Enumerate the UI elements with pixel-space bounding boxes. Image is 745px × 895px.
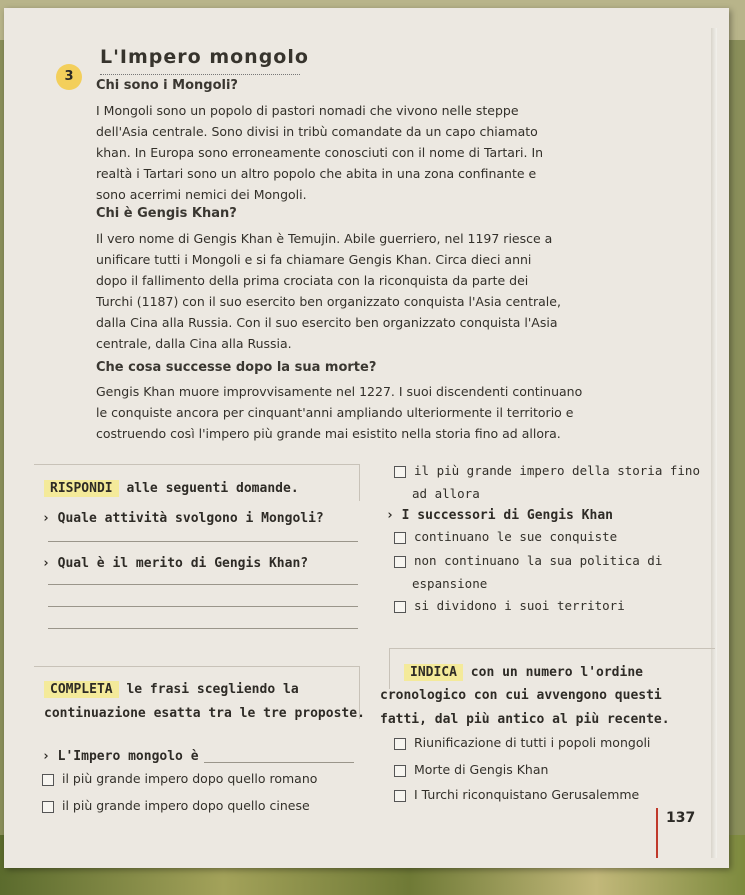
text-line: Gengis Khan muore improvvisamente nel 1227. I suoi discendenti continuano	[96, 384, 583, 399]
option-impero-grande-cont: ad allora	[412, 486, 480, 501]
textbook-page	[4, 8, 729, 868]
rispondi-tag: RISPONDI	[44, 480, 119, 497]
checkbox[interactable]	[42, 774, 54, 786]
option-morte[interactable]	[394, 762, 548, 777]
text-line: dopo il fallimento della prima crociata con la riconquista da parte dei	[96, 273, 529, 288]
option-text: non continuano la sua politica di	[414, 553, 663, 568]
answer-line[interactable]	[48, 628, 358, 629]
indica-instruction-3: fatti, dal più antico al più recente.	[380, 712, 670, 727]
rispondi-header	[44, 480, 299, 497]
question-2-text: Qual è il merito di Gengis Khan?	[57, 556, 309, 571]
question-1: › Quale attività svolgono i Mongoli?	[42, 511, 324, 526]
section-text-morte	[96, 381, 582, 444]
text-line: costruendo così l'impero più grande mai esistito nella storia fino ad allora.	[96, 426, 561, 441]
option-non-continuano[interactable]	[394, 553, 662, 568]
option-turchi[interactable]	[394, 787, 639, 802]
text-line: dalla Cina alla Russia. Con il suo esercito ben organizzato conquista l'Asia	[96, 315, 558, 330]
checkbox[interactable]	[394, 765, 406, 777]
completa-instruction-2: continuazione esatta tra le tre proposte.	[44, 706, 365, 721]
option-continuano[interactable]	[394, 529, 617, 544]
checkbox[interactable]	[394, 556, 406, 568]
option-text: il più grande impero della storia fino	[414, 463, 700, 478]
indica-tag: INDICA	[404, 664, 463, 681]
checkbox[interactable]	[394, 532, 406, 544]
completa-sentence: › L'Impero mongolo è	[42, 749, 199, 764]
rispondi-instruction: alle seguenti domande.	[126, 481, 299, 496]
question-successori-text: I successori di Gengis Khan	[401, 508, 613, 523]
option-riunificazione[interactable]	[394, 735, 650, 750]
question-successori: › I successori di Gengis Khan	[386, 508, 613, 523]
answer-line[interactable]	[48, 606, 358, 607]
text-line: Il vero nome di Gengis Khan è Temujin. Abile guerriero, nel 1197 riesce a	[96, 231, 553, 246]
option-text: I Turchi riconquistano Gerusalemme	[414, 787, 640, 802]
checkbox[interactable]	[394, 738, 406, 750]
text-line: le conquiste ancora per cinquant'anni ampliando ulteriormente il territorio e	[96, 405, 574, 420]
option-impero-grande[interactable]	[394, 463, 700, 478]
text-line: I Mongoli sono un popolo di pastori nomadi che vivono nelle steppe	[96, 103, 519, 118]
section-heading-gengis: Chi è Gengis Khan?	[96, 206, 237, 221]
indica-instruction-1: con un numero l'ordine	[470, 665, 643, 680]
checkbox[interactable]	[42, 801, 54, 813]
text-line: sono acerrimi nemici dei Mongoli.	[96, 187, 307, 202]
page-title: L'Impero mongolo	[100, 46, 309, 68]
option-text: continuano le sue conquiste	[414, 529, 618, 544]
completa-tag: COMPLETA	[44, 681, 119, 698]
option-text: Morte di Gengis Khan	[414, 762, 549, 777]
completa-header	[44, 681, 299, 698]
option-non-continuano-cont: espansione	[412, 576, 488, 591]
completa-sentence-text: L'Impero mongolo è	[57, 749, 199, 764]
page-number: 137	[666, 810, 696, 826]
page-edge	[711, 28, 717, 858]
question-2: › Qual è il merito di Gengis Khan?	[42, 556, 309, 571]
question-1-text: Quale attività svolgono i Mongoli?	[57, 511, 324, 526]
option-cinese[interactable]	[42, 798, 310, 813]
checkbox[interactable]	[394, 466, 406, 478]
text-line: dell'Asia centrale. Sono divisi in tribù comandate da un capo chiamato	[96, 124, 538, 139]
section-text-mongoli	[96, 100, 543, 205]
section-heading-mongoli: Chi sono i Mongoli?	[96, 78, 238, 93]
text-line: khan. In Europa sono erroneamente conosciuti con il nome di Tartari. In	[96, 145, 544, 160]
option-text: il più grande impero dopo quello romano	[62, 771, 318, 786]
text-line: centrale, dalla Cina alla Russia.	[96, 336, 292, 351]
answer-line[interactable]	[48, 584, 358, 585]
text-line: unificare tutti i Mongoli e si fa chiamare Gengis Khan. Circa dieci anni	[96, 252, 532, 267]
checkbox[interactable]	[394, 790, 406, 802]
section-text-gengis	[96, 228, 561, 354]
title-underline	[100, 74, 300, 75]
section-heading-morte: Che cosa successe dopo la sua morte?	[96, 360, 377, 375]
indica-header	[404, 664, 643, 681]
option-text: il più grande impero dopo quello cinese	[62, 798, 310, 813]
option-text: Riunificazione di tutti i popoli mongoli	[414, 735, 651, 750]
option-si-dividono[interactable]	[394, 598, 625, 613]
page-number-bar	[656, 808, 658, 858]
lesson-number-badge: 3	[56, 64, 82, 90]
completa-instruction-1: le frasi scegliendo la	[126, 682, 299, 697]
answer-line[interactable]	[204, 762, 354, 763]
option-romano[interactable]	[42, 771, 317, 786]
text-line: realtà i Tartari sono un altro popolo che abita in una zona confinante e	[96, 166, 537, 181]
checkbox[interactable]	[394, 601, 406, 613]
option-text: si dividono i suoi territori	[414, 598, 625, 613]
indica-instruction-2: cronologico con cui avvengono questi	[380, 688, 662, 703]
text-line: Turchi (1187) con il suo esercito ben organizzato conquista l'Asia centrale,	[96, 294, 561, 309]
answer-line[interactable]	[48, 541, 358, 542]
